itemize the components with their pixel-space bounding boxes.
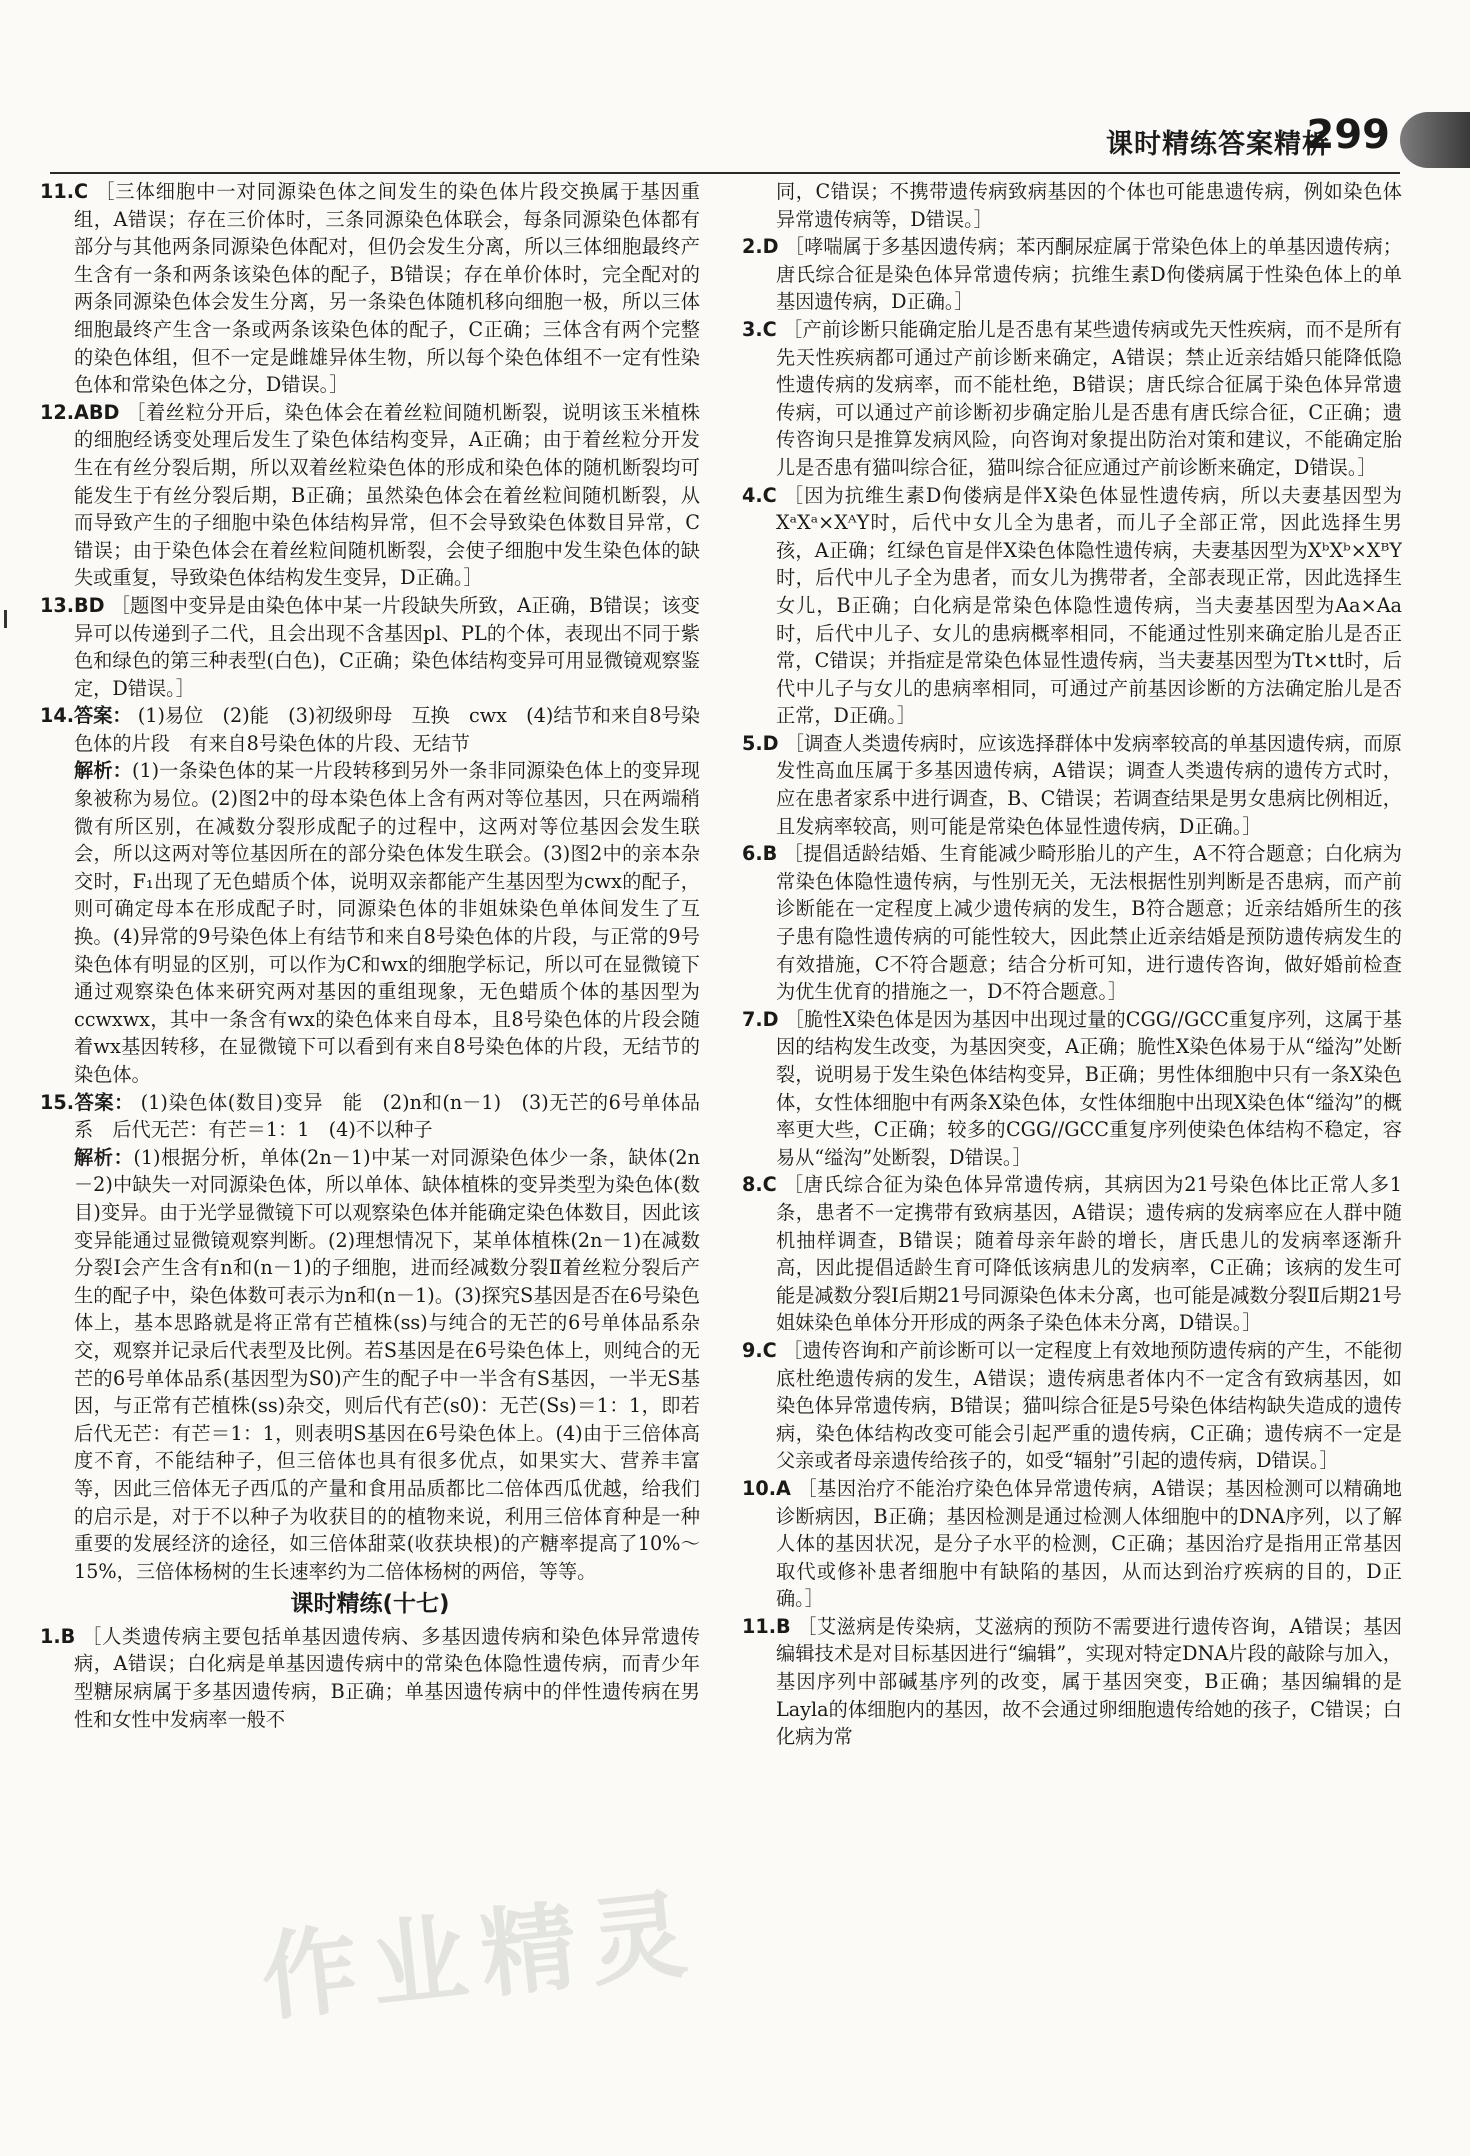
answer-item bbox=[742, 840, 1402, 1006]
answer-item bbox=[40, 399, 700, 592]
item-text: ［因为抗维生素D佝偻病是伴X染色体显性遗传病，所以夫妻基因型为XᵃXᵃ×XᴬY时，后代中女儿全为患者，而儿子全部正常，因此选择生男孩，A正确；红绿色盲是伴X染色体隐性遗传病，夫妻基因型为XᵇXᵇ×XᴮY时，后代中儿子全为患者，而女儿为携带者，全部表现正常，因此选择生女儿，B正确；白化病是常染色体隐性遗传病，当夫妻基因型为Aa×Aa时，后代中儿子、女儿的患病概率相同，不能通过性别来确定胎儿是否正常，C错误；并指症是常染色体显性遗传病，当夫妻基因型为Tt×tt时，后代中儿子与女儿的患病率相同，可通过产前基因诊断的方法确定胎儿是否正常，D正确。］ bbox=[776, 483, 1402, 728]
item-number: 4. bbox=[742, 483, 763, 507]
answer-item bbox=[40, 702, 700, 757]
item-answer: 答案： bbox=[74, 1090, 134, 1114]
item-number: 2. bbox=[742, 235, 763, 259]
item-text: ［着丝粒分开后，染色体会在着丝粒间随机断裂，说明该玉米植株的细胞经诱变处理后发生了染色体结构变异，A正确；由于着丝粒分开发生在有丝分裂后期，所以双着丝粒染色体的形成和染色体的随机断裂均可能发生于有丝分裂后期，B正确；虽然染色体会在着丝粒间随机断裂，从而导致产生的子细胞中染色体结构异常，但不会导致染色体数目异常，C错误；由于染色体会在着丝粒间随机断裂，会使子细胞中发生染色体的缺失或重复，导致染色体结构发生变异，D正确。］ bbox=[74, 400, 700, 590]
answer-item bbox=[742, 233, 1402, 316]
margin-mark bbox=[4, 610, 7, 628]
item-number: 12. bbox=[40, 400, 74, 424]
item-text: ［题图中变异是由染色体中某一片段缺失所致，A正确，B错误；该变异可以传递到子二代，且会出现不含基因pl、PL的个体，表现出不同于紫色和绿色的第三种表型(白色)，C正确；染色体结构变异可用显微镜观察鉴定，D错误。］ bbox=[74, 593, 700, 700]
answer-item bbox=[40, 592, 700, 702]
item-answer: C bbox=[762, 1338, 777, 1362]
item-answer: D bbox=[762, 1007, 779, 1031]
watermark: 作业精灵 bbox=[256, 1877, 706, 2035]
answer-item bbox=[742, 1337, 1402, 1475]
item-number: 15. bbox=[40, 1090, 74, 1114]
answer-item bbox=[742, 730, 1402, 840]
answer-item bbox=[742, 1171, 1402, 1337]
answer-item bbox=[40, 1623, 700, 1733]
item-answer: C bbox=[74, 180, 89, 203]
item-text: ［人类遗传病主要包括单基因遗传病、多基因遗传病和染色体异常遗传病，A错误；白化病是单基因遗传病中的常染色体隐性遗传病，而青少年型糖尿病属于多基因遗传病，B正确；单基因遗传病中的伴性遗传病在男性和女性中发病率一般不 bbox=[74, 1624, 700, 1731]
item-text: ［唐氏综合征为染色体异常遗传病，其病因为21号染色体比正常人多1条，患者不一定携带有致病基因，A错误；遗传病的发病率应在人群中随机抽样调查，B错误；随着母亲年龄的增长，唐氏患儿的发病率逐渐升高，因此提倡适龄生育可降低该病患儿的发病率，C正确；该病的发生可能是减数分裂Ⅰ后期21号同源染色体未分离，也可能是减数分裂Ⅱ后期21号姐妹染色单体分开形成的两条子染色体未分离，D错误。］ bbox=[776, 1173, 1402, 1335]
analysis-label: 解析： bbox=[74, 759, 132, 783]
item-answer: B bbox=[776, 1614, 791, 1638]
item-answer: A bbox=[776, 1476, 791, 1500]
answer-item bbox=[742, 1613, 1402, 1751]
answer-item bbox=[742, 1475, 1402, 1613]
item-number: 5. bbox=[742, 731, 763, 755]
analysis-paragraph bbox=[40, 757, 700, 1088]
item-answer: B bbox=[762, 842, 778, 866]
item-text: ［艾滋病是传染病，艾滋病的预防不需要进行遗传咨询，A错误；基因编辑技术是对目标基因进行“编辑”，实现对特定DNA片段的敲除与加入，基因序列中部碱基序列的改变，属于基因突变，B正确；基因编辑的是Layla的体细胞内的基因，故不会通过卵细胞遗传给她的孩子，C错误；白化病为常 bbox=[776, 1614, 1402, 1749]
item-text: ［三体细胞中一对同源染色体之间发生的染色体片段交换属于基因重组，A错误；存在三价体时，三条同源染色体联会，每条同源染色体都有部分与其他两条同源染色体配对，但仍会发生分离，所以三体细胞最终产生含有一条和两条该染色体的配子，B错误；存在单价体时，完全配对的两条同源染色体会发生分离，另一条染色体随机移向细胞一极，所以三体细胞最终产生含一条或两条该染色体的配子，C正确；三体含有两个完整的染色体组，但不一定是雌雄异体生物，所以每个染色体组不一定有性染色体和常染色体之分，D错误。］ bbox=[74, 180, 700, 397]
item-text: ［产前诊断只能确定胎儿是否患有某些遗传病或先天性疾病，而不是所有先天性疾病都可通过产前诊断来确定，A错误；禁止近亲结婚只能降低隐性遗传病的发病率，而不能杜绝，B错误；唐氏综合征属于染色体异常遗传病，可以通过产前诊断初步确定胎儿是否患有唐氏综合征，C正确；遗传咨询只是推算发病风险，向咨询对象提出防治对策和建议，不能确定胎儿是否患有猫叫综合征，猫叫综合征应通过产前诊断来确定，D错误。］ bbox=[776, 317, 1402, 479]
header-rule bbox=[50, 172, 1400, 174]
item-text: ［调查人类遗传病时，应该选择群体中发病率较高的单基因遗传病，而原发性高血压属于多基因遗传病，A错误；调查人类遗传病的遗传方式时，应在患者家系中进行调查，B、C错误；若调查结果是男女患病比例相近，且发病率较高，则可能是常染色体显性遗传病，D正确。］ bbox=[776, 731, 1402, 838]
item-text: (1)易位 (2)能 (3)初级卵母 互换 cwx (4)结节和来自8号染色体的片段 有来自8号染色体的片段、无结节 bbox=[74, 704, 700, 755]
left-column bbox=[40, 178, 700, 2138]
item-text: ［哮喘属于多基因遗传病；苯丙酮尿症属于常染色体上的单基因遗传病；唐氏综合征是染色体异常遗传病；抗维生素D佝偻病属于性染色体上的单基因遗传病，D正确。］ bbox=[776, 235, 1402, 314]
item-text: (1)染色体(数目)变异 能 (2)n和(n－1) (3)无芒的6号单体品系 后代无芒：有芒＝1：1 (4)不以种子 bbox=[74, 1090, 700, 1142]
item-answer: D bbox=[762, 731, 779, 755]
item-text: ［脆性X染色体是因为基因中出现过量的CGG//GCC重复序列，这属于基因的结构发生改变，为基因突变，A正确；脆性X染色体易于从“缢沟”处断裂，说明易于发生染色体结构变异，B正确；男性体细胞中只有一条X染色体，女性体细胞中有两条X染色体，女性体细胞中出现X染色体“缢沟”的概率更大些，C正确；较多的CGG//GCC重复序列使染色体结构不稳定，容易从“缢沟”处断裂，D错误。］ bbox=[776, 1007, 1402, 1169]
item-number: 11. bbox=[742, 1614, 776, 1638]
answer-item bbox=[40, 178, 700, 399]
answer-item bbox=[742, 482, 1402, 730]
item-answer: C bbox=[762, 483, 777, 507]
item-answer: B bbox=[60, 1624, 76, 1648]
item-text: ［遗传咨询和产前诊断可以一定程度上有效地预防遗传病的产生，不能彻底杜绝遗传病的发生，A错误；遗传病患者体内不一定含有致病基因，如染色体异常遗传病，B错误；猫叫综合征是5号染色体结构缺失造成的遗传病，染色体结构改变可能会引起严重的遗传病，C正确；遗传病不一定是父亲或者母亲遗传给孩子的，如受“辐射”引起的遗传病，D错误。］ bbox=[776, 1338, 1402, 1473]
continued-text bbox=[742, 178, 1402, 233]
item-answer: C bbox=[762, 1173, 777, 1197]
item-answer: ABD bbox=[74, 400, 120, 424]
item-text: ［基因治疗不能治疗染色体异常遗传病，A错误；基因检测可以精确地诊断病因，B正确；基因检测是通过检测人体细胞中的DNA序列，以了解人体的基因状况，是分子水平的检测，C正确；基因治疗是指用正常基因取代或修补患者细胞中有缺陷的基因，从而达到治疗疾病的目的，D正确。］ bbox=[776, 1476, 1402, 1611]
item-number: 3. bbox=[742, 317, 763, 341]
item-answer: D bbox=[762, 235, 779, 259]
item-number: 7. bbox=[742, 1007, 763, 1031]
answer-item bbox=[40, 1089, 700, 1144]
analysis-paragraph bbox=[40, 1144, 700, 1586]
answer-item bbox=[742, 316, 1402, 482]
item-answer: 答案： bbox=[74, 704, 132, 728]
right-column bbox=[742, 178, 1402, 2138]
item-number: 14. bbox=[40, 704, 74, 728]
item-number: 9. bbox=[742, 1338, 763, 1362]
item-text: 同，C错误；不携带遗传病致病基因的个体也可能患遗传病，例如染色体异常遗传病等，D错误。］ bbox=[776, 180, 1402, 231]
page-number: 299 bbox=[1306, 112, 1390, 158]
section-title: 课时精练(十七) bbox=[290, 1591, 450, 1618]
header-title: 课时精练答案精析 bbox=[1106, 129, 1330, 160]
item-answer: BD bbox=[74, 593, 105, 617]
answer-item bbox=[742, 1006, 1402, 1172]
item-number: 10. bbox=[742, 1476, 776, 1500]
page-header bbox=[0, 108, 1470, 168]
item-number: 1. bbox=[40, 1624, 61, 1648]
item-text: ［提倡适龄结婚、生育能减少畸形胎儿的产生，A不符合题意；白化病为常染色体隐性遗传病，与性别无关，无法根据性别判断是否患病，而产前诊断能在一定程度上减少遗传病的发生，B符合题意；近亲结婚所生的孩子患有隐性遗传病的可能性较大，因此禁止近亲结婚是预防遗传病发生的有效措施，C不符合题意；结合分析可知，进行遗传咨询，做好婚前检查为优生优育的措施之一，D不符合题意。］ bbox=[776, 842, 1402, 1004]
item-number: 11. bbox=[40, 180, 74, 203]
analysis-label: 解析： bbox=[74, 1145, 134, 1169]
item-text: (1)一条染色体的某一片段转移到另外一条非同源染色体上的变异现象被称为易位。(2)图2中的母本染色体上含有两对等位基因，只在两端稍微有所区别，在减数分裂形成配子的过程中，这两对等位基因会发生联会，所以这两对等位基因所在的部分染色体发生联会。(3)图2中的亲本杂交时，F₁出现了无色蜡质个体，说明双亲都能产生基因型为cwx的配子，则可确定母本在形成配子时，同源染色体的非姐妹染色单体间发生了互换。(4)异常的9号染色体上有结节和来自8号染色体的片段，与正常的9号染色体有明显的区别，可以作为C和wx的细胞学标记，所以可在显微镜下通过观察染色体来研究两对基因的重组现象，无色蜡质个体的基因型为ccwxwx，其中一条含有wx的染色体来自母本，且8号染色体的片段会随着wx基因转移，在显微镜下可以看到有来自8号染色体的片段，无结节的染色体。 bbox=[74, 759, 700, 1086]
header-tab-decoration bbox=[1400, 112, 1470, 168]
item-answer: C bbox=[762, 317, 777, 341]
item-number: 6. bbox=[742, 842, 763, 866]
item-text: (1)根据分析，单体(2n－1)中某一对同源染色体少一条，缺体(2n－2)中缺失一对同源染色体，所以单体、缺体植株的变异类型为染色体(数目)变异。由于光学显微镜下可以观察染色体并能确定染色体数目，因此该变异能通过显微镜观察判断。(2)理想情况下，某单体植株(2n－1)在减数分裂Ⅰ会产生含有n和(n－1)的子细胞，进而经减数分裂Ⅱ着丝粒分裂后产生的配子中，染色体数可表示为n和(n－1)。(3)探究S基因是否在6号染色体上，基本思路就是将正常有芒植株(ss)与纯合的无芒的6号单体品系杂交，观察并记录后代表型及比例。若S基因是在6号染色体上，则纯合的无芒的6号单体品系(基因型为S0)产生的配子中一半含有S基因，一半无S基因，与正常有芒植株(ss)杂交，则后代有芒(s0)：无芒(Ss)＝1：1，即若后代无芒：有芒＝1：1，则表明S基因在6号染色体上。(4)由于三倍体高度不育，不能结种子，但三倍体也具有很多优点，如果实大、营养丰富等，因此三倍体无子西瓜的产量和食用品质都比二倍体西瓜优越，给我们的启示是，对于不以种子为收获目的的植物来说，利用三倍体育种是一种重要的发展经济的途径，如三倍体甜菜(收获块根)的产糖率提高了10%～15%，三倍体杨树的生长速率约为二倍体杨树的两倍，等等。 bbox=[74, 1145, 700, 1583]
item-number: 13. bbox=[40, 593, 74, 617]
item-number: 8. bbox=[742, 1173, 763, 1197]
